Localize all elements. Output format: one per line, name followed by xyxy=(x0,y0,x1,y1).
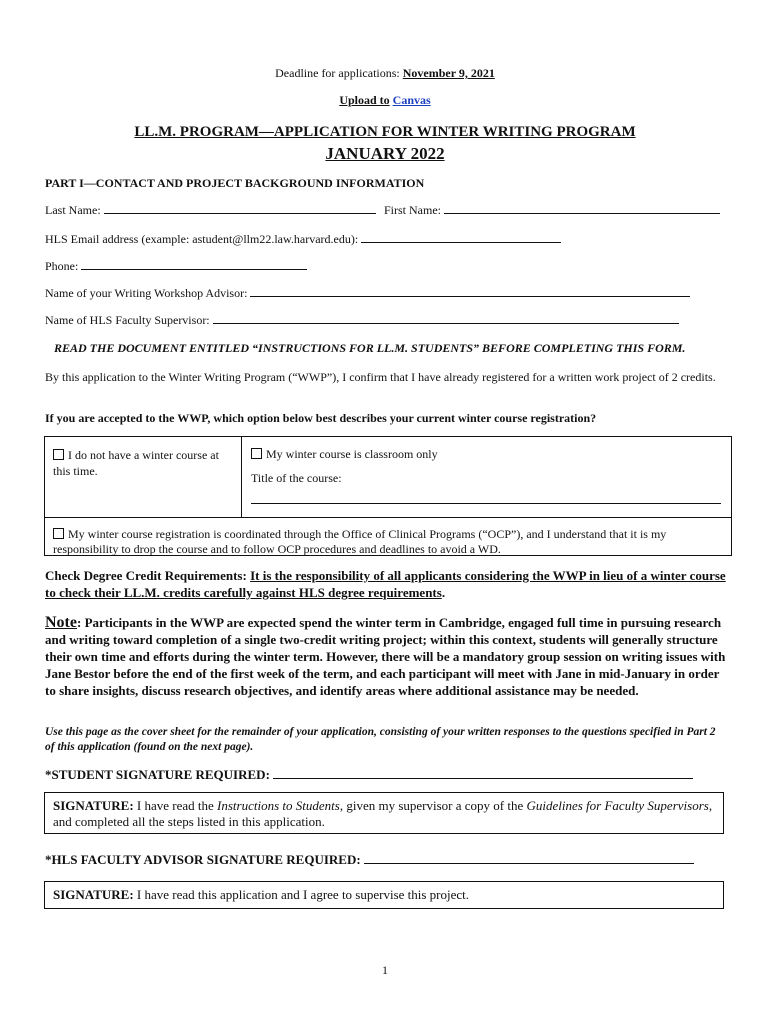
advisor-signature-heading-row xyxy=(45,852,694,868)
note-label: Note xyxy=(45,614,77,631)
student-sig-italic-1: Instructions to Students xyxy=(217,798,340,813)
canvas-link[interactable]: Canvas xyxy=(392,93,431,107)
deadline-date: November 9, 2021 xyxy=(402,66,495,80)
advisor-signature-label: SIGNATURE: xyxy=(53,887,134,902)
email-field[interactable] xyxy=(361,231,561,243)
advisor-field[interactable] xyxy=(250,285,690,297)
table-divider-vertical xyxy=(241,437,242,517)
option-no-course xyxy=(53,447,237,479)
student-sig-text-1: I have read the xyxy=(133,798,218,813)
ocp-label: My winter course registration is coordinated through the Office of Clinical Programs (“OCP”), and I understand that it is my responsibility to drop the course and to follow OCP procedures and deadlines to avoid a WD. xyxy=(53,527,667,556)
part1-heading: PART I—CONTACT AND PROJECT BACKGROUND INFORMATION xyxy=(45,176,425,190)
upload-label: Upload to xyxy=(339,93,390,107)
student-sig-italic-2: Guidelines for Faculty Supervisors xyxy=(526,798,709,813)
supervisor-row xyxy=(45,312,679,328)
course-title-label: Title of the course: xyxy=(251,471,342,485)
phone-row xyxy=(45,258,307,274)
form-title-date: JANUARY 2022 xyxy=(325,144,445,163)
option-ocp xyxy=(53,527,723,557)
table-divider-horizontal xyxy=(45,517,731,518)
confirmation-text: By this application to the Winter Writing Program (“WWP”), I confirm that I have already registered for a written work project of 2 credits. xyxy=(45,370,716,384)
first-name-row xyxy=(384,202,720,218)
advisor-row xyxy=(45,285,690,301)
option-classroom-only xyxy=(251,447,721,462)
course-title-field[interactable] xyxy=(251,503,721,504)
first-name-label: First Name: xyxy=(384,203,441,217)
note-paragraph xyxy=(45,614,731,699)
instructions-notice: READ THE DOCUMENT ENTITLED “INSTRUCTIONS FOR LL.M. STUDENTS” BEFORE COMPLETING THIS FORM. xyxy=(54,341,686,355)
classroom-only-label: My winter course is classroom only xyxy=(266,447,438,461)
student-signature-label: SIGNATURE: xyxy=(53,798,134,813)
credit-check-label: Check Degree Credit Requirements: xyxy=(45,568,247,583)
credit-check-end: . xyxy=(441,585,446,600)
course-options-table xyxy=(44,436,732,556)
credit-check xyxy=(45,567,735,601)
cover-sheet-note: Use this page as the cover sheet for the remainder of your application, consisting of your written responses to the questions specified in Part 2 of this application (found on the next page). xyxy=(45,726,716,753)
note-text: : Participants in the WWP are expected spend the winter term in Cambridge, engaged full time in pursuing research and writing toward completion of a single two-credit writing project; within this context, students will generally structure their own time and efforts during the winter term. However, there will be a mandatory group session on writing issues with Jane Bestor before the end of the first week of the term, and each participant will meet with Jane in mid-January in order to share insights, discuss research objectives, and identify areas where additional assistance may be needed. xyxy=(45,615,726,698)
student-sig-text-2: , given my supervisor a copy of the xyxy=(339,798,527,813)
email-label: HLS Email address (example: astudent@llm22.law.harvard.edu): xyxy=(45,232,359,246)
ocp-checkbox[interactable] xyxy=(53,528,64,539)
advisor-signature-heading: *HLS FACULTY ADVISOR SIGNATURE REQUIRED: xyxy=(45,852,361,867)
phone-label: Phone: xyxy=(45,259,79,273)
first-name-field[interactable] xyxy=(444,202,720,214)
no-course-checkbox[interactable] xyxy=(53,449,64,460)
supervisor-label: Name of HLS Faculty Supervisor: xyxy=(45,313,210,327)
last-name-label: Last Name: xyxy=(45,203,101,217)
email-row xyxy=(45,231,561,247)
advisor-signature-field[interactable] xyxy=(364,852,694,864)
student-sig-text-3: , and completed all the steps listed in this application. xyxy=(53,798,713,829)
phone-field[interactable] xyxy=(81,258,307,270)
classroom-only-checkbox[interactable] xyxy=(251,448,262,459)
course-question: If you are accepted to the WWP, which option below best describes your current winter course registration? xyxy=(45,411,597,425)
student-signature-heading-row xyxy=(45,767,693,783)
page-number: 1 xyxy=(382,963,388,977)
supervisor-field[interactable] xyxy=(213,312,679,324)
student-signature-heading: *STUDENT SIGNATURE REQUIRED: xyxy=(45,767,270,782)
credit-check-text: It is the responsibility of all applicants considering the WWP in lieu of a winter course to check their LL.M. credits carefully against HLS degree requirements xyxy=(45,568,726,600)
student-signature-field[interactable] xyxy=(273,767,693,779)
form-title: LL.M. PROGRAM—APPLICATION FOR WINTER WRITING PROGRAM xyxy=(134,124,636,140)
advisor-label: Name of your Writing Workshop Advisor: xyxy=(45,286,248,300)
last-name-row xyxy=(45,202,376,218)
deadline-label: Deadline for applications: xyxy=(275,66,400,80)
student-signature-box xyxy=(44,792,724,834)
advisor-sig-text: I have read this application and I agree to supervise this project. xyxy=(133,887,470,902)
upload-line xyxy=(0,93,770,108)
last-name-field[interactable] xyxy=(104,202,376,214)
advisor-signature-box xyxy=(44,881,724,909)
no-course-label: I do not have a winter course at this time. xyxy=(53,448,219,478)
deadline-line xyxy=(0,66,770,81)
